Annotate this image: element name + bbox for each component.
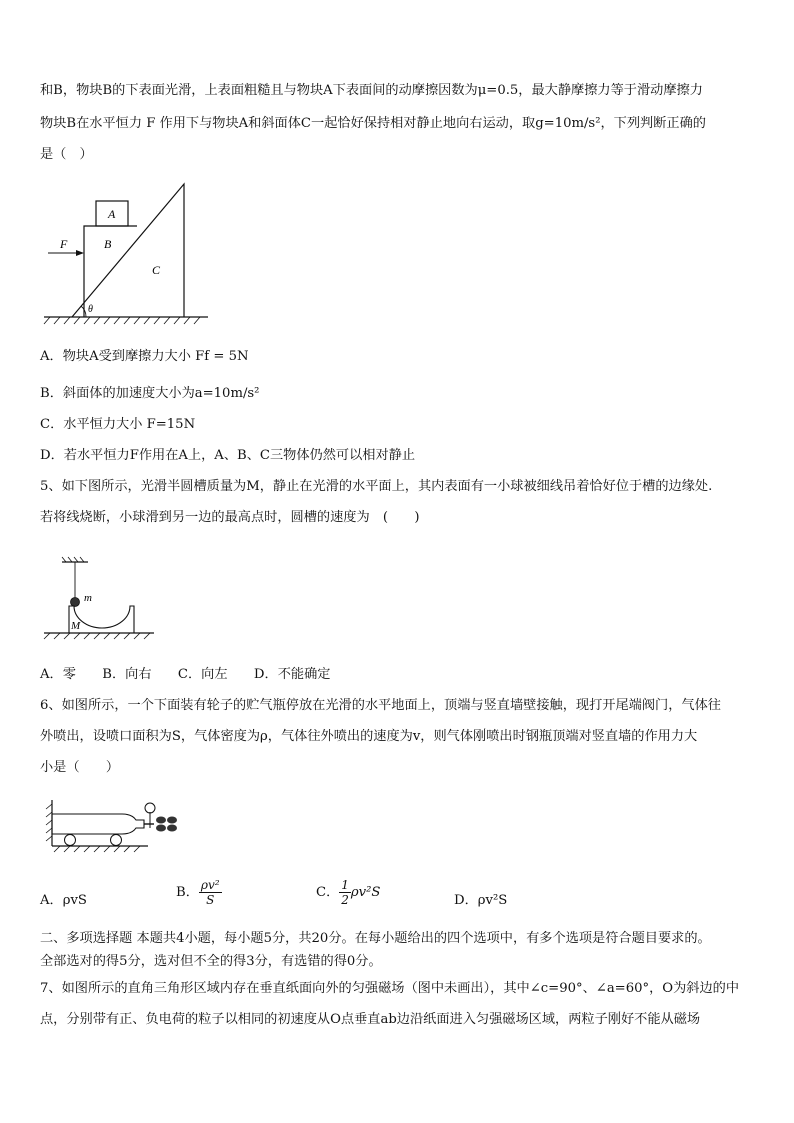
q4-text-line-3: 是（ ） [40,147,93,162]
q5-ground-hatch [44,633,150,639]
q4-label-b: B [104,237,112,251]
q6-gas-puff-1 [156,817,166,824]
q6-cylinder-body [52,814,144,834]
q4-text-line-2: 物块B在水平恒力 F 作用下与物块A和斜面体C一起恰好保持相对静止地向右运动，取g=10m/s²，下列判断正确的 [40,116,706,131]
q6-option-c-tail: ρv²S [350,885,381,900]
q4-label-a: A [108,207,116,221]
q6-wall-hatch [46,804,52,841]
q6-option-b-label: B． [176,885,199,900]
q4-label-f: F [60,237,68,251]
q6-option-c [316,878,380,907]
q6-ground-hatch [54,846,140,852]
q7-text-line-2: 点，分别带有正、负电荷的粒子以相同的初速度从O点垂直ab边沿纸面进入匀强磁场区域，两粒子刚好不能从磁场 [40,1012,701,1027]
q7-text-line-1: 7、如图所示的直角三角形区域内存在垂直纸面向外的匀强磁场（图中未画出），其中∠c=90°、∠a=60°，O为斜边的中 [40,981,740,996]
q5-options: A．零 B．向右 C．向左 D．不能确定 [40,667,331,682]
q4-incline-figure [40,176,220,326]
q6-gas-puff-4 [167,825,177,832]
q5-text-line-1: 5、如下图所示，光滑半圆槽质量为M，静止在光滑的水平面上，其内表面有一小球被细线吊着恰好位于槽的边缘处. [40,479,713,494]
q4-text-line-1: 和B，物块B的下表面光滑，上表面粗糙且与物块A下表面间的动摩擦因数为μ=0.5，最大静摩擦力等于滑动摩擦力 [40,83,703,98]
q6-wheel-left [65,835,76,846]
q4-label-c: C [152,263,161,277]
q6-option-c-fraction [339,878,351,907]
q6-gas-puff-2 [156,825,166,832]
q6-gas-puff-3 [167,817,177,824]
q4-label-theta: θ [88,304,93,315]
section2-line-2: 全部选对的得5分，选对但不全的得3分，有选错的得0分。 [40,954,382,969]
q6-text-line-3: 小是（ ） [40,760,120,775]
q6-option-b-fraction [199,878,222,907]
q4-option-b: B．斜面体的加速度大小为a=10m/s² [40,386,260,401]
q6-option-b-denominator: S [206,893,215,907]
q4-force-arrowhead [76,250,84,256]
q4-option-c: C．水平恒力大小 F=15N [40,417,196,432]
q5-semicircle-trough-figure [40,556,160,642]
q6-option-b [176,878,222,907]
q6-option-a: A．ρvS [40,893,87,908]
q6-option-c-label: C． [316,885,340,900]
q6-option-c-denominator: 2 [341,893,349,907]
q4-option-a: A．物块A受到摩擦力大小 Ff = 5N [40,349,249,364]
q6-option-b-numerator: ρv² [200,878,220,892]
q6-text-line-2: 外喷出，设喷口面积为S，气体密度为ρ，气体往外喷出的速度为v，则气体刚喷出时钢瓶顶端对竖直墙的作用力大 [40,729,698,744]
q6-option-d: D．ρv²S [454,893,508,908]
q6-text-line-1: 6、如图所示，一个下面装有轮子的贮气瓶停放在光滑的水平地面上，顶端与竖直墙壁接触，现打开尾端阀门，气体往 [40,698,721,713]
section2-line-1: 二、多项选择题 本题共4小题，每小题5分，共20分。在每小题给出的四个选项中，有多个选项是符合题目要求的。 [40,931,711,946]
q5-label-m: m [84,592,92,604]
q5-ball [71,598,80,607]
q5-text-line-2: 若将线烧断，小球滑到另一边的最高点时，圆槽的速度为 ( ) [40,510,420,525]
q4-ground-hatch [44,317,200,324]
q5-ceiling-hatch [62,557,84,562]
q5-label-big-m: M [71,620,81,632]
q6-gas-cylinder-figure [40,796,190,856]
q6-option-c-numerator: 1 [341,878,349,892]
q6-valve-knob [145,803,155,813]
q6-wheel-right [111,835,122,846]
q4-option-d: D．若水平恒力F作用在A上，A、B、C三物体仍然可以相对静止 [40,448,416,463]
